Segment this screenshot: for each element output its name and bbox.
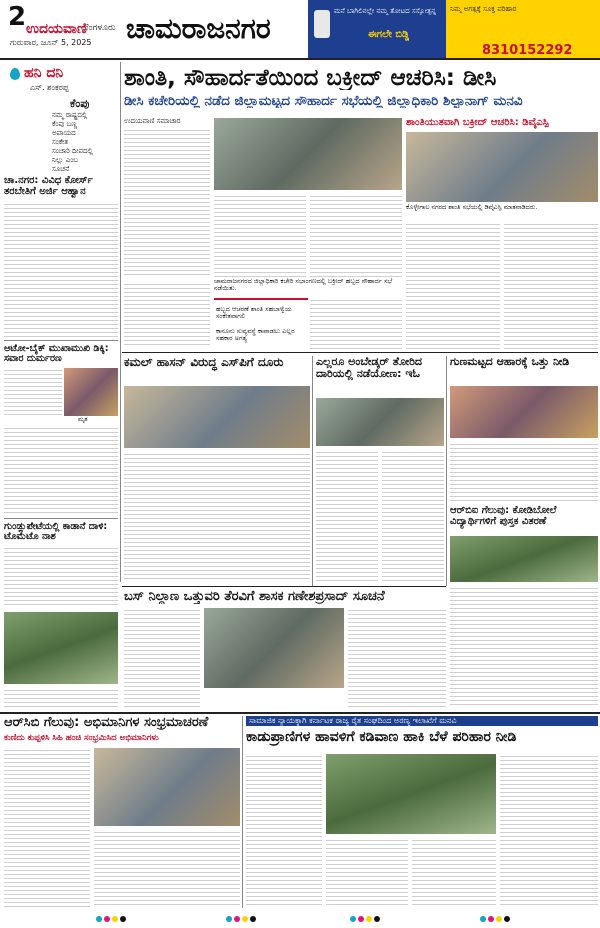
left-body-2b <box>4 426 118 516</box>
poem-line: ಸಂಕೇತ <box>52 139 68 146</box>
lead-body-col-2 <box>214 194 306 278</box>
side-headline: ಶಾಂತಿಯುತವಾಗಿ ಬಕ್ರೀದ್ ಆಚರಿಸಿ: ಡಿವೈಎಸ್ಪಿ <box>406 118 549 128</box>
rcb-photo <box>94 748 240 826</box>
side-body-col-2 <box>504 222 598 350</box>
cmyk-dot <box>496 916 502 922</box>
bus-body-1 <box>124 608 200 708</box>
cmyk-dot <box>104 916 110 922</box>
side-caption: ಕೊಳ್ಳೇಗಾಲ ನಗರದ ಶಾಂತಿ ಸಭೆಯಲ್ಲಿ ಡಿವೈಎಸ್ಪಿ ಮಾತನಾಡಿದರು. <box>406 204 538 211</box>
left-headline-1: ಚಾ.ನಗರ: ವಿವಿಧ ಕೋರ್ಸ್ ತರಬೇತಿಗೆ ಅರ್ಜಿ ಆಹ್ವಾನ <box>4 176 93 197</box>
lead-headline: ಶಾಂತಿ, ಸೌಹಾರ್ದತೆಯಿಂದ ಬಕ್ರೀದ್ ಆಚರಿಸಿ: ಡೀಸಿ <box>124 66 497 91</box>
ambedkar-body-1 <box>316 450 378 582</box>
poem-lines <box>52 112 120 175</box>
ambedkar-headline: ಎಲ್ಲರೂ ಅಂಬೇಡ್ಕರ್ ತೋರಿದ ದಾರಿಯಲ್ಲಿ ನಡೆಯೋಣ: ಇಓ <box>316 356 423 380</box>
kamal-body <box>124 452 310 582</box>
cmyk-dot <box>96 916 102 922</box>
cmyk-dot <box>480 916 486 922</box>
quote-line: ಹಬ್ಬದ ಆಚರಣೆ ಶಾಂತಿ ಸಹಬಾಳ್ವೆಯ ಸಂಕೇತವಾಗಲಿ <box>216 306 292 320</box>
ad1-text: ಮನೆ ಬಾಗಿಲಿನಲ್ಲೇ ನಮ್ಮ ತೋಟದ ಸಸ್ಯೋತ್ಪನ್ನ <box>334 8 437 15</box>
poem-logo: ಹನಿ ದನಿ <box>24 66 64 81</box>
quality-body <box>450 442 598 502</box>
cmyk-dot <box>358 916 364 922</box>
lead-photo <box>214 118 402 190</box>
poem-author: ಎಸ್. ಶಂಕರಪ್ಪ <box>30 84 69 92</box>
kamal-photo <box>124 386 310 448</box>
print-registration-marks <box>0 912 600 928</box>
lead-body-col-4 <box>124 282 210 346</box>
lead-photo-caption: ಚಾಮರಾಜನಗರದ ಜಿಲ್ಲಾಧಿಕಾರಿ ಕಚೇರಿ ಸಭಾಂಗಣದಲ್ಲಿ ಬಕ್ರೀದ್ ಹಬ್ಬದ ಸೌಹಾರ್ದ ಸಭೆ ನಡೆಯಿತು. <box>214 278 393 292</box>
cmyk-dot <box>366 916 372 922</box>
ad-banner-1[interactable] <box>308 0 446 58</box>
wild-body-2 <box>326 838 408 908</box>
rcb-headline: ಆರ್‌ಸಿಬಿ ಗೆಲುವು: ಅಭಿಮಾನಿಗಳ ಸಂಭ್ರಮಾಚರಣೆ <box>4 716 209 730</box>
droplet-icon <box>10 68 20 80</box>
quote-box <box>214 298 308 350</box>
wild-photo <box>326 754 496 834</box>
poem-line: ಅಪಾಯದ <box>52 130 76 137</box>
lead-body-col-5 <box>310 298 402 350</box>
ad2-text: ನಿಮ್ಮ ಅಗತ್ಯಕ್ಕೆ ಸೂಕ್ತ ಪರಿಹಾರ <box>450 6 517 13</box>
victim-photo-label: ಮೃತ <box>78 417 88 423</box>
bus-photo <box>204 608 344 688</box>
left-body-3 <box>4 546 118 608</box>
left-body-2a <box>4 368 62 416</box>
section-title: ಚಾಮರಾಜನಗರ <box>126 14 271 44</box>
poem-line: ಸಂಚಾರಿ ದೀಪದಲ್ಲಿ <box>52 148 93 155</box>
victim-photo <box>64 368 118 416</box>
kamal-headline: ಕಮಲ್ ಹಾಸನ್ ವಿರುದ್ಧ ಎಸ್‌ಪಿಗೆ ದೂರು <box>124 356 284 369</box>
poem-line: ಕೆಂಪು ಬಣ್ಣ <box>52 121 78 128</box>
left-headline-2: ಆಟೋ-ಬೈಕ್ ಮುಖಾಮುಖಿ ಡಿಕ್ಕಿ: ಸವಾರ ದುರ್ಮರಣ <box>4 344 109 364</box>
poem-line: ನಮ್ಮ ರಾಷ್ಟ್ರದಲ್ಲಿ <box>52 112 88 119</box>
elephant-damage-photo <box>4 612 118 684</box>
rcb-subhead: ಕುಣಿದು ಕುಪ್ಪಳಿಸಿ ಸಿಹಿ ಹಂಚಿ ಸಂಭ್ರಮಿಸಿದ ಅಭಿಮಾನಿಗಳು <box>4 734 159 743</box>
wild-body-4 <box>500 754 598 908</box>
wild-headline: ಕಾಡುಪ್ರಾಣಿಗಳ ಹಾವಳಿಗೆ ಕಡಿವಾಣ ಹಾಕಿ ಬೆಳೆ ಪರಿಹಾರ ನೀಡಿ <box>246 730 517 745</box>
ad2-phone: 8310152292 <box>482 44 573 58</box>
rbi-headline: ಆರ್‌ಬಿಐ ಗೆಲುವು: ಕೋಡಿಬೋಲೆ ವಿದ್ಯಾರ್ಥಿಗಳಿಗೆ ಪುಸ್ತಕ ವಿತರಣೆ <box>450 506 557 527</box>
city: ಬೆಂಗಳೂರು <box>82 24 116 33</box>
bus-headline: ಬಸ್ ನಿಲ್ದಾಣ ಒತ್ತುವರಿ ತೆರವಿಗೆ ಶಾಸಕ ಗಣೇಶಪ್ರಸಾದ್ ಸೂಚನೆ <box>124 590 385 604</box>
lead-body-col-1 <box>124 128 210 278</box>
left-body-1 <box>4 202 118 338</box>
poem-line: ನಿಲ್ಲು ಎಂಬ <box>52 157 79 164</box>
side-photo <box>406 132 598 202</box>
masthead <box>0 0 600 58</box>
phone-icon <box>314 10 330 38</box>
cmyk-dot <box>504 916 510 922</box>
poem-title: ಕೆಂಪು <box>70 98 90 110</box>
bus-body-2 <box>348 608 446 708</box>
cmyk-dot <box>374 916 380 922</box>
left-caption-3 <box>4 688 118 708</box>
poem-box <box>0 62 120 174</box>
wild-kicker: ಸಾಮಾಜಿಕ ನ್ಯಾಯಕ್ಕಾಗಿ ಕರ್ನಾಟಕ ರಾಜ್ಯ ರೈತ ಸಂಘದಿಂದ ಅರಣ್ಯ ಇಲಾಖೆಗೆ ಮನವಿ <box>246 716 598 726</box>
lead-byline: ಉದಯವಾಣಿ ಸಮಾಚಾರ <box>124 118 181 125</box>
lead-subhead: ಡೀಸಿ ಕಚೇರಿಯಲ್ಲಿ ನಡೆದ ಜಿಲ್ಲಾಮಟ್ಟದ ಸೌಹಾರ್ದ ಸಭೆಯಲ್ಲಿ ಜಿಲ್ಲಾಧಿಕಾರಿ ಶಿಲ್ಪಾನಾಗ್ ಮನವಿ <box>124 94 523 109</box>
paper-name: ಉದಯವಾಣಿ <box>26 22 87 37</box>
left-headline-3: ಗುಂಡ್ಲುಪೇಟೆಯಲ್ಲಿ ಕಾಡಾನೆ ದಾಳಿ: ಟೊಮೆಟೊ ನಾಶ <box>4 522 108 542</box>
cmyk-dot <box>350 916 356 922</box>
quality-headline: ಗುಣಮಟ್ಟದ ಆಹಾರಕ್ಕೆ ಒತ್ತು ನೀಡಿ <box>450 356 570 368</box>
rbi-photo <box>450 536 598 582</box>
ad1-cta: ಈಗಲೇ ಬಿಡ್ಡಿ <box>368 30 410 40</box>
wild-body-1 <box>246 754 322 908</box>
date: ಗುರುವಾರ, ಜೂನ್ 5, 2025 <box>10 39 92 47</box>
rbi-body <box>450 586 598 708</box>
cmyk-dot <box>242 916 248 922</box>
page-number: 2 <box>8 4 27 32</box>
ad-banner-2[interactable] <box>446 0 600 58</box>
rcb-body-2 <box>94 830 240 908</box>
cmyk-dot <box>488 916 494 922</box>
side-body-col-1 <box>406 222 500 350</box>
wild-body-3 <box>412 838 496 908</box>
rcb-body-1 <box>4 748 90 908</box>
ambedkar-body-2 <box>382 450 444 582</box>
ambedkar-photo <box>316 398 444 446</box>
quote-line: ಕಾನೂನು ಸುವ್ಯವಸ್ಥೆ ಕಾಪಾಡಲು ಎಲ್ಲರ ಸಹಕಾರ ಅಗತ್ಯ <box>216 328 295 342</box>
cmyk-dot <box>234 916 240 922</box>
quality-photo <box>450 386 598 438</box>
cmyk-dot <box>120 916 126 922</box>
cmyk-dot <box>250 916 256 922</box>
lead-body-col-3 <box>310 194 402 278</box>
cmyk-dot <box>226 916 232 922</box>
poem-line: ಸೂಚನೆ <box>52 166 70 173</box>
cmyk-dot <box>112 916 118 922</box>
